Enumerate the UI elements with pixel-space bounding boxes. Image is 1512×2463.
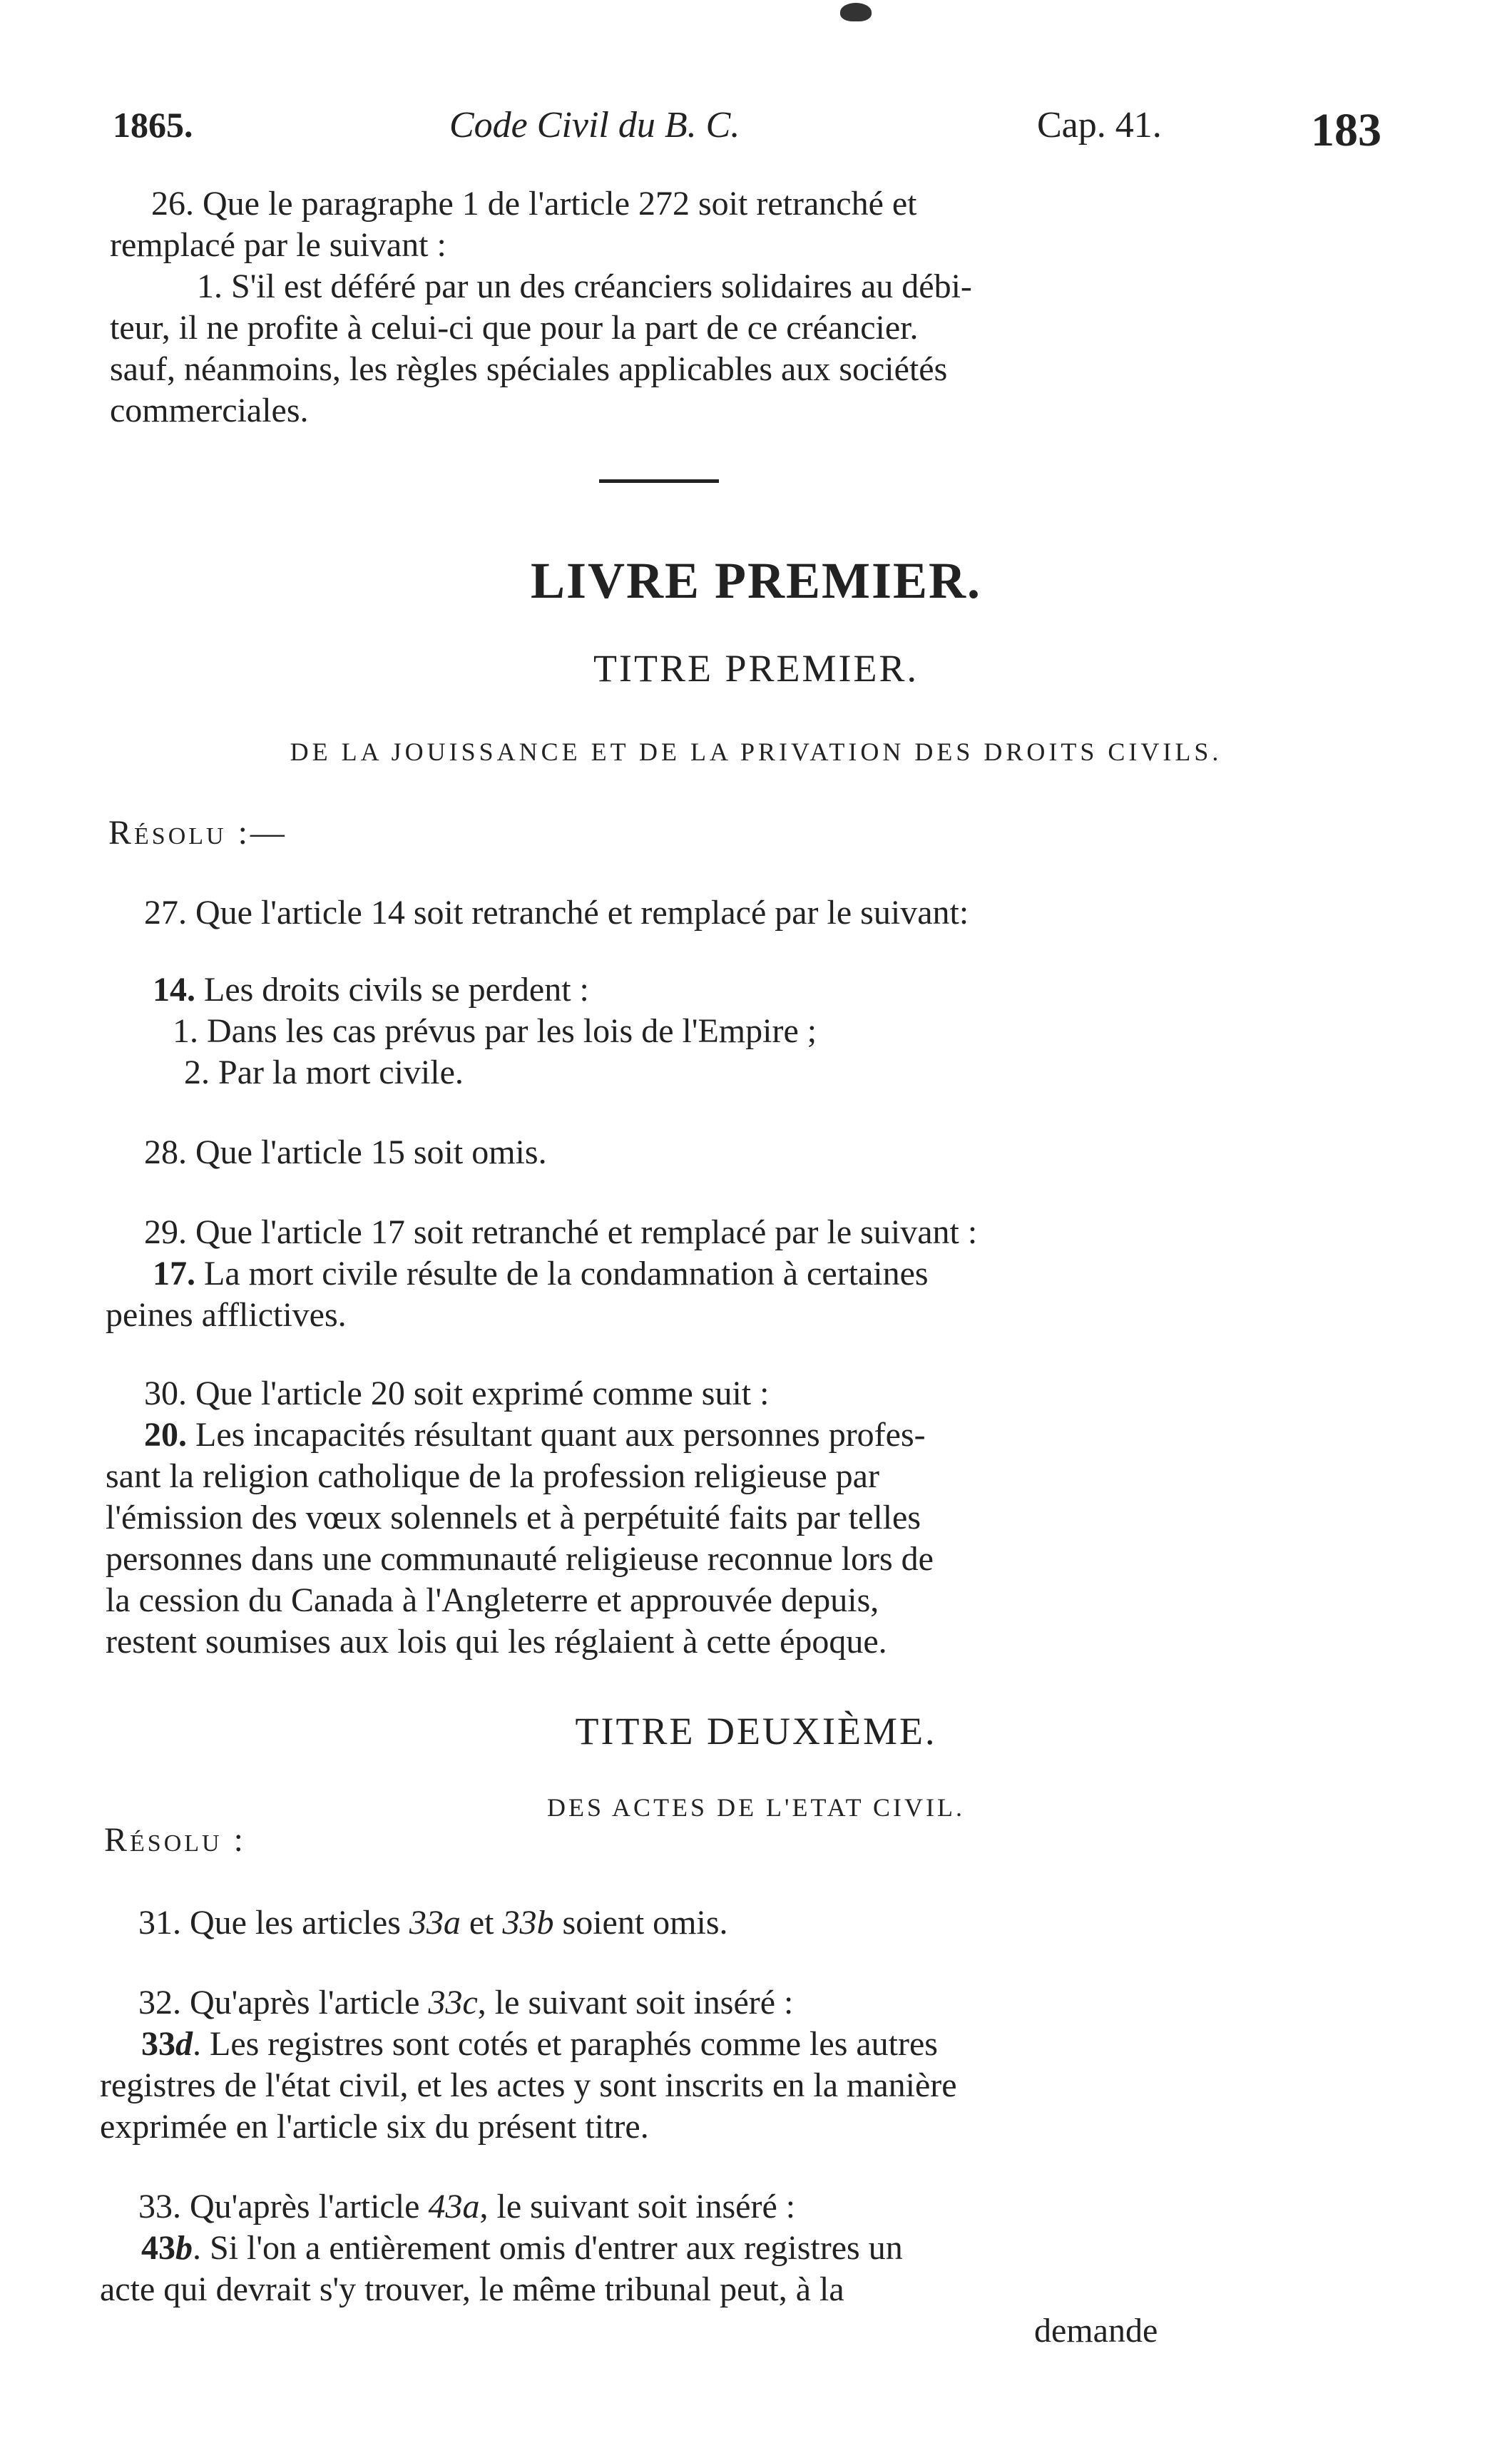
header-chapter: Cap. 41.: [1037, 105, 1162, 146]
top-ornament: [840, 3, 872, 21]
titre2-heading: TITRE DEUXIÈME.: [575, 1710, 937, 1753]
art20-line4: personnes dans une communauté religieuse reconnue lors de: [106, 1540, 934, 1578]
art27-body: [153, 973, 589, 1007]
art14-item1: 1. Dans les cas prévus par les lois de l'Empire ;: [173, 1012, 817, 1050]
art31-mid: et: [460, 1904, 503, 1942]
art43b-line2: acte qui devrait s'y trouver, le même tribunal peut, à la: [100, 2270, 844, 2308]
art26-para4: commerciales.: [110, 392, 309, 429]
art30-lead: 30. Que l'article 20 soit exprimé comme suit :: [144, 1375, 770, 1412]
art31-post: soient omis.: [553, 1904, 728, 1942]
art31-lead: [138, 1906, 728, 1940]
art43b-letter: b: [175, 2229, 193, 2267]
art20-line6: restent soumises aux lois qui les réglaient à cette époque.: [106, 1623, 887, 1661]
catchword: demande: [1034, 2312, 1158, 2350]
art33-ref: 43a: [428, 2188, 480, 2225]
art31-ref-a: 33a: [409, 1904, 461, 1942]
art29-body: [153, 1257, 929, 1291]
art26-para2: teur, il ne profite à celui-ci que pour la part de ce créancier.: [110, 309, 919, 347]
art32-ref: 33c: [428, 1984, 478, 2021]
art14-text: Les droits civils se perdent :: [204, 971, 589, 1009]
art17-line2: peines afflictives.: [106, 1296, 347, 1334]
resolu-2: Résolu :: [104, 1821, 246, 1859]
art33-body: [141, 2231, 903, 2265]
art14-item2: 2. Par la mort civile.: [184, 1054, 464, 1091]
art26-lead: 26. Que le paragraphe 1 de l'article 272 soit retranché et: [151, 185, 917, 223]
header-title: Code Civil du B. C.: [449, 105, 740, 146]
section-divider: [599, 479, 719, 483]
art32-body: [141, 2027, 938, 2061]
art20-line2: sant la religion catholique de la profession religieuse par: [106, 1457, 879, 1495]
art33d-line3: exprimée en l'article six du présent titre.: [100, 2108, 649, 2146]
art33-pre: 33. Qu'après l'article: [138, 2188, 429, 2225]
art28-lead: 28. Que l'article 15 soit omis.: [144, 1133, 547, 1171]
art20-line3: l'émission des vœux solennels et à perpétuité faits par telles: [106, 1499, 921, 1536]
titre2-subheading: DES ACTES DE L'ETAT CIVIL.: [547, 1793, 965, 1822]
art17-text: La mort civile résulte de la condamnation à certaines: [204, 1255, 929, 1292]
art32-lead: [138, 1986, 793, 2020]
art14-number: 14.: [153, 971, 195, 1009]
art17-number: 17.: [153, 1255, 195, 1292]
art26-lead2: remplacé par le suivant :: [110, 226, 446, 264]
art26-para1: 1. S'il est déféré par un des créanciers solidaires au débi-: [197, 267, 972, 305]
art31-pre: 31. Que les articles: [138, 1904, 409, 1942]
art32-post: , le suivant soit inséré :: [477, 1984, 794, 2021]
art43b-line1: . Si l'on a entièrement omis d'entrer aux registres un: [193, 2229, 903, 2267]
livre-title: LIVRE PREMIER.: [530, 552, 982, 609]
art33-lead: [138, 2190, 795, 2224]
art43b-number: 43: [141, 2229, 175, 2267]
titre1-subheading: DE LA JOUISSANCE ET DE LA PRIVATION DES DROITS CIVILS.: [290, 738, 1222, 766]
art31-ref-b: 33b: [502, 1904, 554, 1942]
header-year: 1865.: [113, 105, 193, 145]
art26-para3: sauf, néanmoins, les règles spéciales applicables aux sociétés: [110, 350, 948, 388]
art33d-line1: . Les registres sont cotés et paraphés comme les autres: [193, 2025, 938, 2063]
art27-lead: 27. Que l'article 14 soit retranché et remplacé par le suivant:: [144, 894, 969, 932]
art30-body: [144, 1418, 926, 1452]
art32-pre: 32. Qu'après l'article: [138, 1984, 429, 2021]
art33d-letter: d: [175, 2025, 193, 2063]
titre1-heading: TITRE PREMIER.: [593, 647, 919, 690]
resolu-1: Résolu :—: [108, 814, 287, 852]
art33d-number: 33: [141, 2025, 175, 2063]
art20-line1: Les incapacités résultant quant aux personnes profes-: [195, 1416, 926, 1454]
art33d-line2: registres de l'état civil, et les actes y sont inscrits en la manière: [100, 2066, 957, 2104]
art20-number: 20.: [144, 1416, 187, 1454]
art33-post: , le suivant soit inséré :: [479, 2188, 796, 2225]
page-number: 183: [1311, 104, 1381, 156]
art20-line5: la cession du Canada à l'Angleterre et approuvée depuis,: [106, 1581, 879, 1619]
art29-lead: 29. Que l'article 17 soit retranché et remplacé par le suivant :: [144, 1213, 978, 1251]
